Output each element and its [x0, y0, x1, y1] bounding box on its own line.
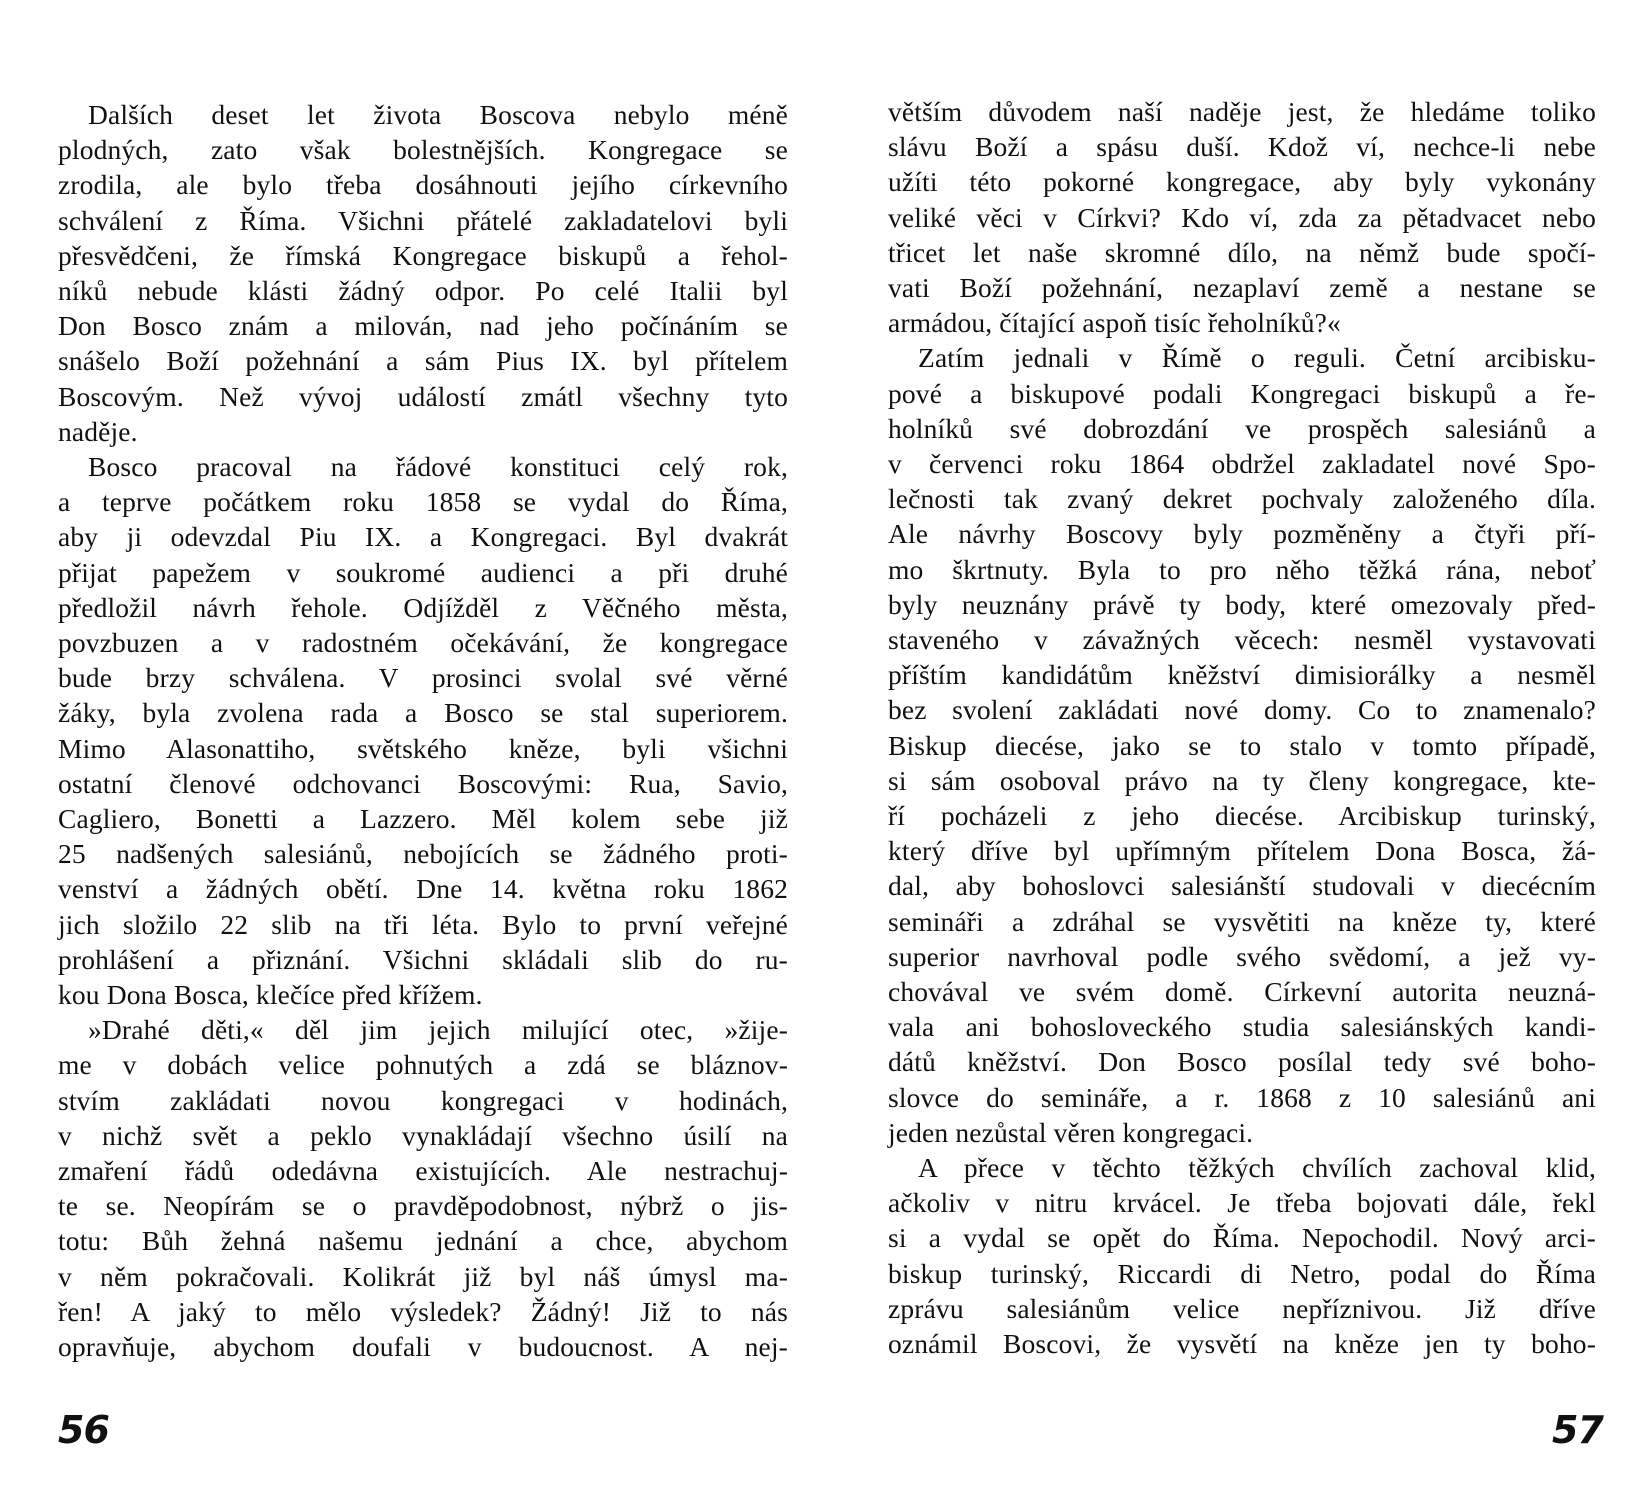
page-number-right: 57: [1552, 1408, 1603, 1452]
text-line: »Drahé děti,« děl jim jejich milující otec, »žije-: [88, 1014, 788, 1046]
text-line: příštím kandidátům kněžství dimisiorálky a nesměl: [888, 659, 1596, 691]
text-line: si a vydal se opět do Říma. Nepochodil. Nový arci-: [888, 1222, 1596, 1254]
text-line: si sám osoboval právo na ty členy kongregace, kte-: [888, 764, 1596, 796]
text-line: třicet let naše skromné dílo, na němž bude spočí-: [888, 236, 1596, 268]
text-line: zprávu salesiánům velice nepříznivou. Již dříve: [888, 1292, 1596, 1324]
text-line: dátů kněžství. Don Bosco posílal tedy své boho-: [888, 1046, 1596, 1078]
text-line: staveného v závažných věcech: nesměl vystavovati: [888, 624, 1596, 655]
text-line: byly neuznány právě ty body, které omezovaly před-: [888, 588, 1596, 620]
text-line: Boscovým. Než vývoj událostí zmátl všechny tyto: [58, 380, 788, 412]
text-line: a teprve počátkem roku 1858 se vydal do Říma,: [58, 486, 788, 518]
text-line: žáky, byla zvolena rada a Bosco se stal superiorem.: [58, 697, 788, 729]
text-line: povzbuzen a v radostném očekávání, že kongregace: [58, 627, 788, 658]
text-line: semináři a zdráhal se vysvětiti na kněze ty, které: [888, 905, 1596, 937]
text-line: aby ji odevzdal Piu IX. a Kongregaci. Byl dvakrát: [58, 521, 788, 553]
text-line: zrodila, ale bylo třeba dosáhnouti jejího církevního: [58, 169, 788, 201]
text-line: řen! A jaký to mělo výsledek? Žádný! Již to nás: [58, 1295, 788, 1327]
text-line: me v dobách velice pohnutých a zdá se bláznov-: [58, 1049, 788, 1081]
text-line: přesvědčeni, že římská Kongregace biskupů a řehol-: [58, 239, 788, 271]
text-line: armádou, čítající aspoň tisíc řeholníků?«: [888, 307, 1341, 339]
text-line: slovce do semináře, a r. 1868 z 10 salesiánů ani: [888, 1081, 1596, 1113]
text-line: oznámil Boscovi, že vysvětí na kněze jen ty boho-: [888, 1328, 1596, 1359]
text-line: vati Boží požehnání, nezaplaví země a nestane se: [888, 272, 1596, 303]
text-line: v něm pokračovali. Kolikrát již byl náš úmysl ma-: [58, 1260, 788, 1292]
text-line: slávu Boží a spásu duší. Kdož ví, nechce-li nebe: [888, 131, 1596, 163]
text-line: Ale návrhy Boscovy byly pozměněny a čtyři pří-: [888, 518, 1596, 550]
text-line: větším důvodem naší naděje jest, že hledáme toliko: [888, 96, 1596, 127]
text-line: bez svolení zakládati nové domy. Co to znamenalo?: [888, 694, 1596, 726]
text-line: Dalších deset let života Boscova nebylo méně: [88, 99, 788, 130]
text-line: ostatní členové odchovanci Boscovými: Rua, Savio,: [58, 767, 788, 799]
text-line: biskup turinský, Riccardi di Netro, podal do Říma: [888, 1257, 1596, 1289]
text-line: pové a biskupové podali Kongregaci biskupů a ře-: [888, 377, 1596, 409]
text-line: holníků své dobrozdání ve prospěch salesiánů a: [888, 412, 1596, 444]
text-line: dal, aby bohoslovci salesiánští studovali v diecécním: [888, 870, 1596, 902]
text-line: A přece v těchto těžkých chvílích zachoval klid,: [918, 1152, 1596, 1183]
text-line: prohlášení a přiznání. Všichni skládali slib do ru-: [58, 943, 788, 975]
text-line: Zatím jednali v Římě o reguli. Četní arcibisku-: [918, 342, 1596, 374]
text-line: bude brzy schválena. V prosinci svolal své věrné: [58, 662, 788, 694]
text-line: Biskup diecése, jako se to stalo v tomto případě,: [888, 729, 1596, 761]
text-line: plodných, zato však bolestnějších. Kongregace se: [58, 134, 788, 166]
text-line: venství a žádných obětí. Dne 14. května roku 1862: [58, 873, 788, 905]
text-line: Cagliero, Bonetti a Lazzero. Měl kolem sebe již: [58, 803, 788, 834]
text-line: níků nebude klásti žádný odpor. Po celé Italii byl: [58, 275, 788, 306]
text-line: ačkoliv v nitru krvácel. Je třeba bojovati dále, řekl: [888, 1187, 1596, 1219]
text-line: superior navrhoval podle svého svědomí, a jež vy-: [888, 940, 1596, 972]
text-line: kou Dona Bosca, klečíce před křížem.: [58, 979, 483, 1010]
text-line: jich složilo 22 slib na tři léta. Bylo to první veřejné: [58, 908, 788, 940]
page-number-left: 56: [58, 1408, 109, 1452]
text-line: naděje.: [58, 415, 138, 447]
text-line: veliké věci v Církvi? Kdo ví, zda za pětadvacet nebo: [888, 201, 1596, 233]
text-line: schválení z Říma. Všichni přátelé zakladatelovi byli: [58, 204, 788, 236]
text-line: v červenci roku 1864 obdržel zakladatel nové Spo-: [888, 448, 1596, 479]
text-line: přijat papežem v soukromé audienci a při druhé: [58, 556, 788, 588]
text-line: Don Bosco znám a milován, nad jeho počínáním se: [58, 310, 788, 342]
text-line: vala ani bohosloveckého studia salesiánských kandi-: [888, 1011, 1596, 1043]
text-line: Mimo Alasonattiho, světského kněze, byli všichni: [58, 732, 788, 764]
text-line: te se. Neopírám se o pravděpodobnost, nýbrž o jis-: [58, 1190, 788, 1222]
text-line: Bosco pracoval na řádové konstituci celý rok,: [88, 451, 788, 482]
text-line: zmaření řádů odedávna existujících. Ale nestrachuj-: [58, 1155, 788, 1186]
text-line: snášelo Boží požehnání a sám Pius IX. byl přítelem: [58, 345, 788, 377]
text-line: ří pocházeli z jeho diecése. Arcibiskup turinský,: [888, 800, 1596, 831]
text-line: mo škrtnuty. Byla to pro něho těžká rána, neboť: [888, 553, 1596, 585]
text-line: 25 nadšených salesiánů, nebojících se žádného proti-: [58, 838, 788, 870]
text-line: lečnosti tak zvaný dekret pochvaly založeného díla.: [888, 483, 1596, 515]
text-line: chovával ve svém domě. Církevní autorita neuzná-: [888, 976, 1596, 1007]
text-line: v nichž svět a peklo vynakládají všechno úsilí na: [58, 1119, 788, 1151]
text-line: užíti této pokorné kongregace, aby byly vykonány: [888, 166, 1596, 198]
text-line: který dříve byl upřímným přítelem Dona Bosca, žá-: [888, 835, 1596, 867]
text-line: stvím zakládati novou kongregaci v hodinách,: [58, 1084, 788, 1116]
text-line: jeden nezůstal věren kongregaci.: [888, 1116, 1254, 1148]
text-line: opravňuje, abychom doufali v budoucnost. A nej-: [58, 1331, 788, 1362]
text-line: totu: Bůh žehná našemu jednání a chce, abychom: [58, 1225, 788, 1257]
text-line: předložil návrh řehole. Odjížděl z Věčného města,: [58, 591, 788, 623]
